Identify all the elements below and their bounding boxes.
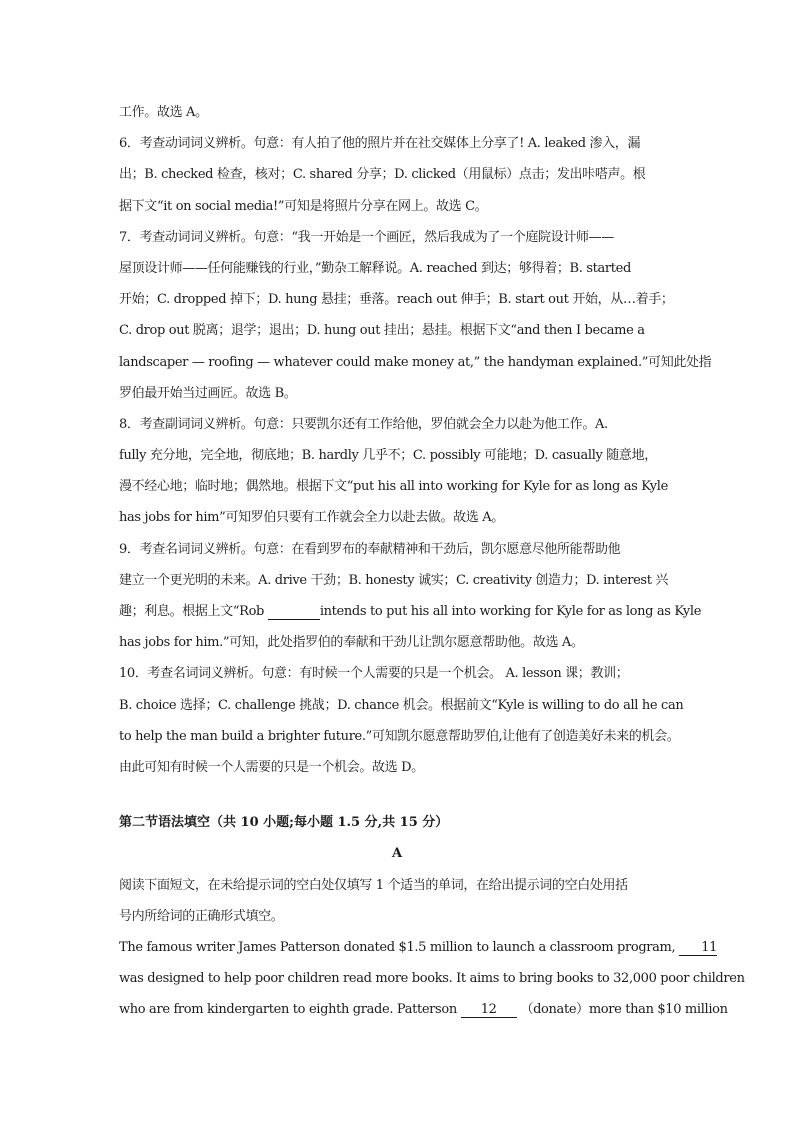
blank-line	[268, 605, 320, 620]
text-line: has jobs for him”可知罗伯只要有工作就会全力以赴去做。故选 A。	[119, 510, 504, 526]
text-line: 出；B. checked 检查，核对；C. shared 分享；D. clicked（用鼠标）点击；发出咔嗒声。根	[119, 167, 646, 183]
text-line: has jobs for him.”可知，此处指罗伯的奉献和干劲儿让凯尔愿意帮助他。故选 A。	[119, 635, 584, 651]
text-line: fully 充分地，完全地，彻底地；B. hardly 几乎不；C. possibly 可能地；D. casually 随意地，	[119, 448, 657, 464]
text-line: 开始；C. dropped 掉下；D. hung 悬挂；垂落。reach out 伸手；B. start out 开始，从…着手；	[119, 292, 674, 308]
text-segment: 趣；利息。根据上文“Rob	[119, 604, 268, 619]
text-line: landscaper — roofing — whatever could make money at,” the handyman explained.”可知此处指	[119, 354, 712, 370]
blank-12: 12	[461, 1003, 517, 1018]
text-line: 9．考查名词词义辨析。句意：在看到罗布的奉献精神和干劲后，凯尔愿意尽他所能帮助他	[119, 541, 621, 557]
passage-line: was designed to help poor children read more books. It aims to bring books to 32,000 poor children	[119, 971, 745, 987]
text-line: C. drop out 脱离；退学；退出；D. hung out 挂出；悬挂。根据下文“and then I became a	[119, 323, 645, 339]
passage-label: A	[391, 846, 403, 862]
text-line-with-blank	[119, 596, 702, 627]
text-line: 罗伯最开始当过画匠。故选 B。	[119, 385, 297, 401]
passage-line	[119, 932, 718, 963]
text-line: 8．考查副词词义辨析。句意：只要凯尔还有工作给他，罗伯就会全力以赴为他工作。A.	[119, 416, 608, 432]
text-segment: intends to put his all into working for Kyle for as long as Kyle	[319, 604, 702, 619]
text-line: 屋顶设计师——任何能赚钱的行业，”勤杂工解释说。A. reached 到达；够得着；B. started	[119, 260, 631, 276]
text-line: 由此可知有时候一个人需要的只是一个机会。故选 D。	[119, 759, 424, 775]
text-line: 工作。故选 A。	[119, 105, 208, 120]
text-line: 建立一个更光明的未来。A. drive 干劲；B. honesty 诚实；C. creativity 创造力；D. interest 兴	[119, 572, 669, 588]
text-segment: The famous writer James Patterson donated $1.5 million to launch a classroom program,	[119, 939, 680, 955]
text-line: 6．考查动词词义辨析。句意：有人拍了他的照片并在社交媒体上分享了! A. leaked 渗入，漏	[119, 136, 641, 152]
spacer	[119, 783, 679, 807]
text-line: 漫不经心地；临时地；偶然地。根据下文“put his all into working for Kyle for as long as Kyle	[119, 479, 668, 495]
text-line: 10．考查名词词义辨析。句意：有时候一个人需要的只是一个机会。 A. lesson 课；教训；	[119, 666, 629, 682]
blank-11: 11	[679, 941, 717, 956]
text-segment: who are from kindergarten to eighth grade. Patterson	[119, 1002, 461, 1018]
instruction-line: 阅读下面短文，在未给提示词的空白处仅填写 1 个适当的单词，在给出提示词的空白处用括	[119, 877, 628, 893]
section-title: 第二节语法填空（共 10 小题;每小题 1.5 分,共 15 分）	[119, 815, 449, 831]
answer-explanations	[119, 97, 745, 1025]
text-line: to help the man build a brighter future.”可知凯尔愿意帮助罗伯,让他有了创造美好未来的机会。	[119, 728, 680, 744]
text-segment: （donate）more than $10 million	[516, 1002, 728, 1018]
text-line: 据下文“it on social media!”可知是将照片分享在网上。故选 C。	[119, 198, 488, 214]
text-line: B. choice 选择；C. challenge 挑战；D. chance 机会。根据前文“Kyle is willing to do all he can	[119, 697, 684, 713]
instruction-line: 号内所给词的正确形式填空。	[119, 908, 284, 924]
passage-line	[119, 994, 728, 1025]
text-line: 7．考查动词词义辨析。句意：“我一开始是一个画匠，然后我成为了一个庭院设计师——	[119, 229, 614, 245]
